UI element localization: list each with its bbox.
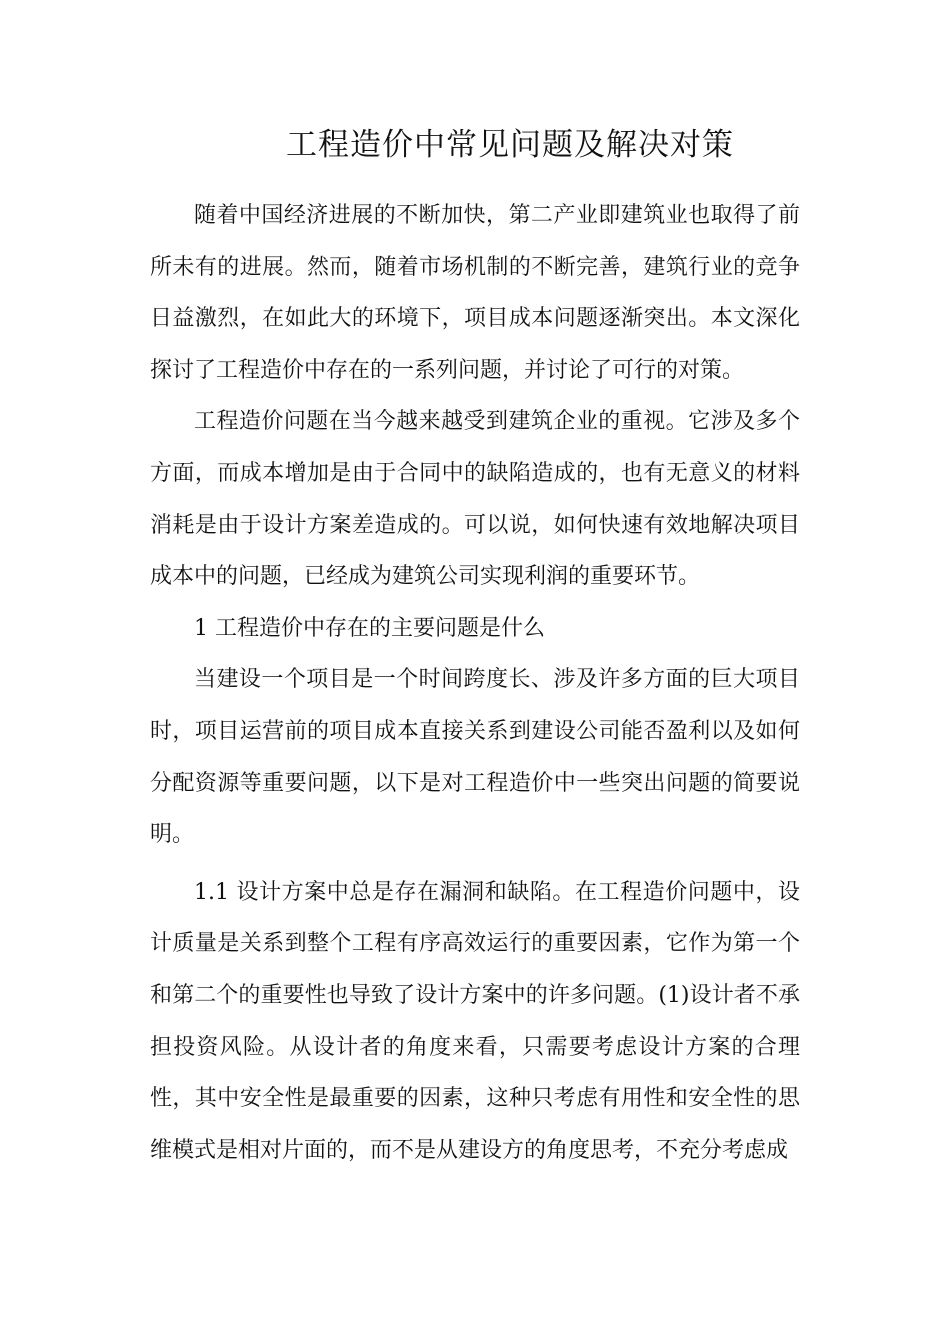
document-body <box>150 190 800 1176</box>
intro-paragraph-1: 随着中国经济进展的不断加快，第二产业即建筑业也取得了前所未有的进展。然而，随着市场机制的不断完善，建筑行业的竞争日益激烈，在如此大的环境下，项目成本问题逐渐突出。本文深化探讨了工程造价中存在的一系列问题，并讨论了可行的对策。 <box>150 203 800 383</box>
intro-paragraph-2: 工程造价问题在当今越来越受到建筑企业的重视。它涉及多个方面，而成本增加是由于合同中的缺陷造成的，也有无意义的材料消耗是由于设计方案差造成的。可以说，如何快速有效地解决项目成本中的问题，已经成为建筑公司实现利润的重要环节。 <box>150 409 800 590</box>
document-title: 工程造价中常见问题及解决对策 <box>286 127 734 163</box>
section-paragraph-2: 1.1 设计方案中总是存在漏洞和缺陷。在工程造价问题中，设计质量是关系到整个工程有序高效运行的重要因素，它作为第一个和第二个的重要性也导致了设计方案中的许多问题。(1)设计者不承担投资风险。从设计者的角度来看，只需要考虑设计方案的合理性，其中安全性是最重要的因素，这种只考虑有用性和安全性的思维模式是相对片面的，而不是从建设方的角度思考，不充分考虑成 <box>150 879 800 1163</box>
section-heading: 1 工程造价中存在的主要问题是什么 <box>194 615 545 641</box>
section-paragraph-1: 当建设一个项目是一个时间跨度长、涉及许多方面的巨大项目时，项目运营前的项目成本直接关系到建设公司能否盈利以及如何分配资源等重要问题，以下是对工程造价中一些突出问题的简要说明。 <box>150 667 800 848</box>
